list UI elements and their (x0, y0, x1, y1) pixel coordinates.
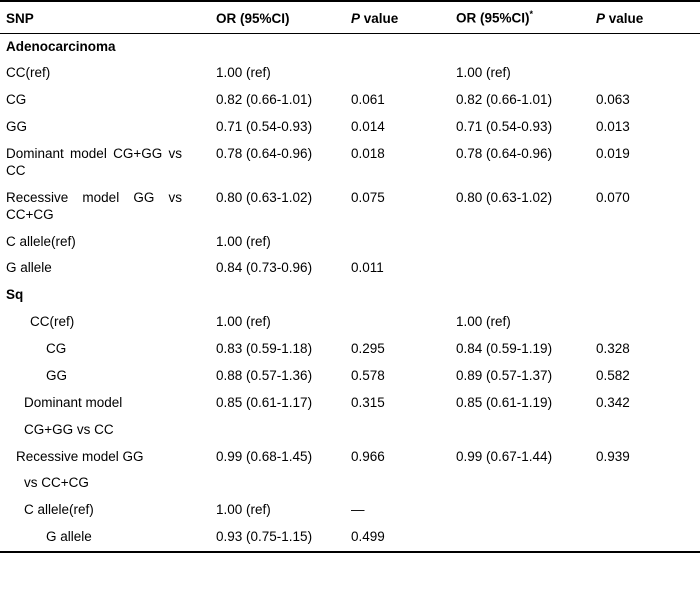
column-header-p-adjusted-italic: P (596, 10, 606, 26)
row-label: C allele(ref) (6, 233, 76, 249)
row-or-crude: 0.84 (0.73-0.96) (216, 260, 313, 276)
table-row (0, 282, 700, 309)
row-p-adjusted: 0.582 (596, 367, 630, 383)
row-label: CG (46, 341, 67, 356)
row-or-crude (210, 470, 345, 497)
row-p-crude: 0.014 (351, 119, 385, 135)
row-or-crude: 1.00 (ref) (216, 314, 271, 330)
table-row (0, 229, 700, 256)
row-p-adjusted: 0.342 (596, 394, 630, 410)
row-p-crude (345, 417, 450, 444)
row-p-crude (345, 470, 450, 497)
row-p-crude (345, 282, 450, 309)
table-row (0, 141, 700, 185)
row-or-adjusted: 0.99 (0.67-1.44) (456, 448, 553, 464)
row-p-adjusted (590, 282, 700, 309)
table-row (0, 185, 700, 229)
row-p-adjusted (590, 524, 700, 552)
row-or-adjusted: 1.00 (ref) (456, 65, 511, 81)
row-label: G allele (0, 524, 210, 552)
column-header-p-adjusted (590, 1, 700, 33)
column-header-p-crude-label: value (363, 10, 399, 26)
table-row (0, 470, 700, 497)
row-p-adjusted (590, 33, 700, 60)
row-or-crude: 0.88 (0.57-1.36) (216, 367, 313, 383)
row-p-crude: 0.061 (351, 92, 385, 108)
row-p-crude (345, 60, 450, 87)
column-header-p-crude-italic: P (351, 10, 361, 26)
column-header-or-crude-label: OR (95%CI) (216, 10, 290, 26)
row-label: Recessive model GG vs CC+CG (6, 189, 182, 222)
row-p-adjusted (590, 229, 700, 256)
row-or-crude (210, 282, 345, 309)
row-or-adjusted: 0.80 (0.63-1.02) (456, 189, 553, 205)
table-header (0, 1, 700, 33)
row-or-crude: 0.71 (0.54-0.93) (216, 119, 313, 135)
column-header-p-adjusted-label: value (608, 10, 644, 26)
row-or-adjusted (450, 470, 590, 497)
row-p-crude: 0.011 (351, 260, 384, 276)
table-row (0, 114, 700, 141)
row-label: C allele(ref) (24, 502, 94, 518)
row-or-adjusted: 0.78 (0.64-0.96) (456, 146, 553, 161)
table-row (0, 444, 700, 471)
row-p-crude: 0.315 (351, 394, 385, 410)
row-label: Dominant model CG+GG vs CC (6, 146, 182, 178)
row-or-crude (210, 33, 345, 60)
table-row (0, 33, 700, 60)
row-or-crude: 1.00 (ref) (216, 233, 271, 249)
row-or-adjusted: 0.85 (0.61-1.19) (456, 394, 553, 410)
row-label: CG (6, 92, 27, 108)
header-row (0, 1, 700, 33)
row-or-adjusted: 0.71 (0.54-0.93) (456, 119, 553, 135)
table-row (0, 255, 700, 282)
adjusted-footnote-marker: * (529, 9, 534, 19)
table-body (0, 33, 700, 552)
column-header-or-crude (210, 1, 345, 33)
row-p-adjusted: 0.063 (596, 92, 630, 108)
row-p-adjusted: 0.019 (596, 146, 630, 161)
table-row (0, 60, 700, 87)
row-p-crude (345, 309, 450, 336)
row-label: Dominant model (24, 394, 123, 410)
column-header-or-adjusted (450, 1, 590, 33)
row-label: GG (6, 119, 28, 135)
row-p-adjusted (590, 417, 700, 444)
table-row (0, 336, 700, 363)
row-or-crude: 0.82 (0.66-1.01) (216, 92, 313, 108)
row-or-crude: 0.78 (0.64-0.96) (216, 146, 313, 161)
row-or-adjusted (450, 229, 590, 256)
row-or-crude: 1.00 (ref) (216, 65, 271, 81)
row-or-adjusted: 0.89 (0.57-1.37) (456, 367, 553, 383)
row-p-crude: — (351, 502, 365, 518)
row-p-adjusted: 0.328 (596, 341, 630, 356)
row-or-adjusted (450, 282, 590, 309)
table-row (0, 497, 700, 524)
column-header-or-adjusted-label: OR (95%CI) (456, 10, 530, 26)
row-or-adjusted (450, 497, 590, 524)
row-or-adjusted: 0.82 (0.66-1.01) (456, 92, 553, 108)
row-p-adjusted (590, 470, 700, 497)
row-or-adjusted: 1.00 (ref) (456, 314, 511, 330)
table-row (0, 390, 700, 417)
row-label: vs CC+CG (24, 475, 89, 491)
row-label: GG (46, 367, 68, 383)
row-or-adjusted (450, 33, 590, 60)
column-header-snp (0, 1, 210, 33)
row-label: CC(ref) (30, 314, 75, 330)
row-or-crude: 0.99 (0.68-1.45) (216, 448, 313, 464)
row-p-crude: 0.966 (351, 448, 385, 464)
row-or-adjusted (450, 417, 590, 444)
row-label: Sq (6, 287, 24, 303)
row-p-crude: 0.295 (351, 341, 385, 356)
row-p-adjusted (590, 497, 700, 524)
column-header-snp-label: SNP (6, 10, 34, 26)
row-label: Recessive model GG (16, 448, 144, 464)
row-label: CG+GG vs CC (24, 421, 114, 437)
row-label: CC(ref) (6, 65, 51, 81)
row-or-adjusted (450, 524, 590, 552)
row-p-crude: 0.578 (351, 367, 385, 383)
row-p-crude: 0.075 (351, 189, 385, 205)
row-p-adjusted: 0.070 (596, 189, 630, 205)
row-p-crude: 0.018 (351, 146, 385, 161)
row-or-adjusted (450, 255, 590, 282)
row-or-crude (210, 417, 345, 444)
row-p-crude (345, 33, 450, 60)
row-p-adjusted (590, 309, 700, 336)
row-or-crude: 0.80 (0.63-1.02) (216, 189, 313, 205)
table-row (0, 524, 700, 552)
row-or-crude: 0.85 (0.61-1.17) (216, 394, 313, 410)
column-header-p-crude (345, 1, 450, 33)
row-p-adjusted: 0.939 (596, 448, 630, 464)
row-p-crude (345, 229, 450, 256)
table-row (0, 363, 700, 390)
row-or-crude: 1.00 (ref) (216, 502, 271, 518)
table-row (0, 87, 700, 114)
row-p-adjusted (590, 255, 700, 282)
row-label: Adenocarcinoma (6, 38, 116, 54)
row-p-adjusted (590, 60, 700, 87)
row-label: G allele (6, 260, 52, 276)
row-or-adjusted: 0.84 (0.59-1.19) (456, 341, 553, 356)
row-or-crude: 0.93 (0.75-1.15) (210, 524, 345, 552)
row-p-adjusted: 0.013 (596, 119, 630, 135)
row-or-crude: 0.83 (0.59-1.18) (216, 341, 313, 356)
row-p-crude: 0.499 (345, 524, 450, 552)
table-row (0, 309, 700, 336)
table-row (0, 417, 700, 444)
